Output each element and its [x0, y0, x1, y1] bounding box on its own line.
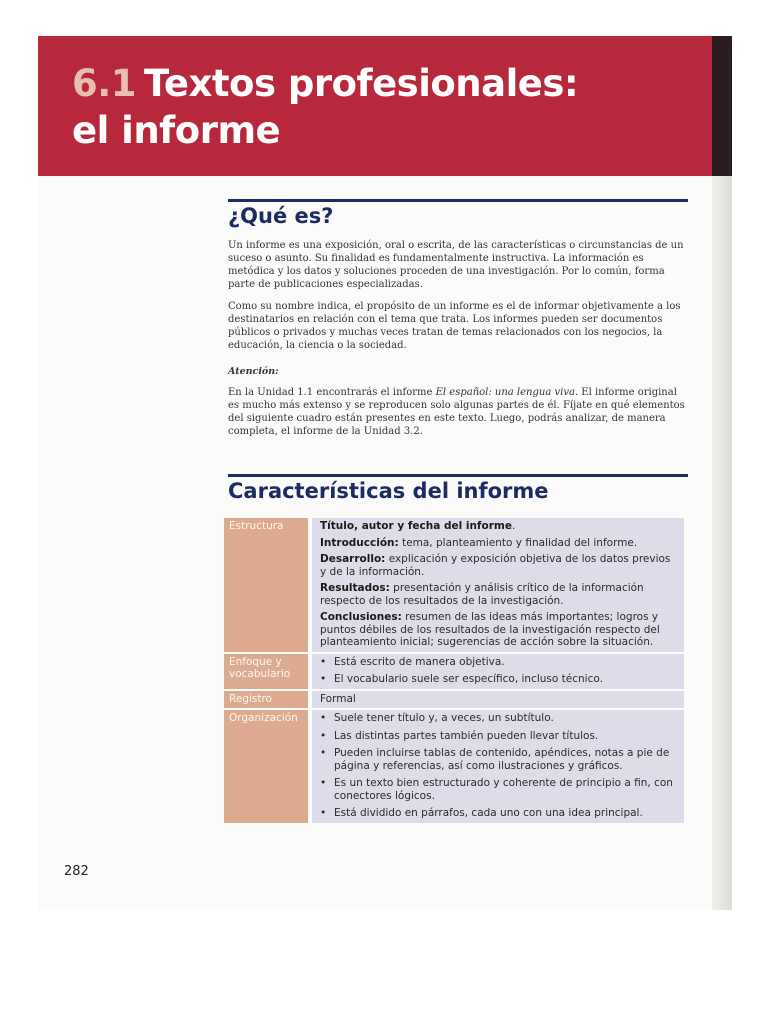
row-label-estructura: Estructura [224, 518, 308, 654]
bullet-icon: • [320, 777, 327, 789]
bullet-icon: • [320, 712, 327, 724]
list-item: • Es un texto bien estructurado y coherente de principio a fin, con conectores lógicos. [320, 777, 673, 802]
list-item: • Está escrito de manera objetiva. [320, 655, 505, 668]
estructura-item: Introducción: tema, planteamiento y finalidad del informe. [320, 536, 638, 549]
bullet-icon: • [320, 655, 327, 668]
que-es-paragraph-2: Como su nombre indica, el propósito de un informe es el de informar objetivamente a los destinatarios en relación con el tema que trata. Los informes pueden ser documentos públicos o privados y muchas veces tratan de temas relacionados con los negocios, la educación, la ciencia o la sociedad. [228, 301, 681, 351]
section-rule [228, 199, 688, 202]
chapter-title-line1: Textos profesionales: [144, 62, 579, 105]
que-es-paragraph-1: Un informe es una exposición, oral o escrita, de las características o circunstancias de un suceso o asunto. Su finalidad es fundamentalmente instructiva. La información es metódica y los datos y soluciones proceden de una investigación. Por lo común, forma parte de publicaciones especializadas. [228, 240, 684, 290]
chapter-number: 6.1 [72, 62, 137, 105]
note-text-italic: El español: una lengua viva [435, 387, 575, 398]
row-content-enfoque [312, 654, 684, 691]
section-title-caracteristicas: Características del informe [228, 479, 549, 503]
bullet-icon: • [320, 807, 327, 819]
estructura-item: Desarrollo: explicación y exposición objetiva de los datos previos y de la información. [320, 553, 671, 578]
table-row-enfoque [224, 654, 684, 691]
section-rule-caracteristicas [228, 474, 688, 477]
estructura-item: Título, autor y fecha del informe. [320, 520, 516, 532]
row-content-organizacion [312, 710, 684, 825]
row-label-enfoque: Enfoque y vocabulario [224, 654, 308, 691]
row-content-registro: Formal [312, 691, 684, 711]
table-row-estructura [224, 518, 684, 654]
list-item: • El vocabulario suele ser específico, incluso técnico. [320, 673, 603, 685]
banner-edge [712, 36, 732, 176]
list-item: • Las distintas partes también pueden llevar títulos. [320, 729, 599, 742]
caracteristicas-table [224, 518, 684, 825]
note-text-before: En la Unidad 1.1 encontrarás el informe [228, 387, 436, 398]
list-item: • Pueden incluirse tablas de contenido, apéndices, notas a pie de página y referencias, así como ilustraciones y gráficos. [320, 747, 670, 772]
list-item: • Está dividido en párrafos, cada uno con una idea principal. [320, 807, 643, 819]
page-number: 282 [64, 864, 89, 879]
table-row-organizacion [224, 710, 684, 825]
note-text-after: . El informe original es mucho más extenso y se reproducen solo algunas partes de él. Fíjate en qué elementos del siguiente cuadro están presentes en este texto. Luego, podrás analizar, de manera completa, el informe de la Unidad 3.2. [228, 387, 685, 437]
chapter-title [72, 60, 578, 154]
list-item: • Suele tener título y, a veces, un subtítulo. [320, 712, 554, 724]
row-label-organizacion: Organización [224, 710, 308, 825]
row-content-estructura [312, 518, 684, 654]
estructura-item: Resultados: presentación y análisis crítico de la información respecto de los resultados de la investigación. [320, 582, 644, 607]
bullet-icon: • [320, 747, 327, 759]
row-label-registro: Registro [224, 691, 308, 711]
estructura-item: Conclusiones: resumen de las ideas más importantes; logros y puntos débiles de los resultados de la investigación respecto del planteamiento inicial; sugerencias de acción sobre la situación. [320, 611, 660, 648]
section-title-que-es: ¿Qué es? [228, 204, 334, 228]
bullet-icon: • [320, 673, 327, 685]
note-label: Atención: [228, 366, 279, 377]
bullet-icon: • [320, 729, 327, 742]
note-paragraph [228, 386, 686, 438]
table-row-registro [224, 691, 684, 711]
chapter-title-line2: el informe [72, 109, 281, 152]
